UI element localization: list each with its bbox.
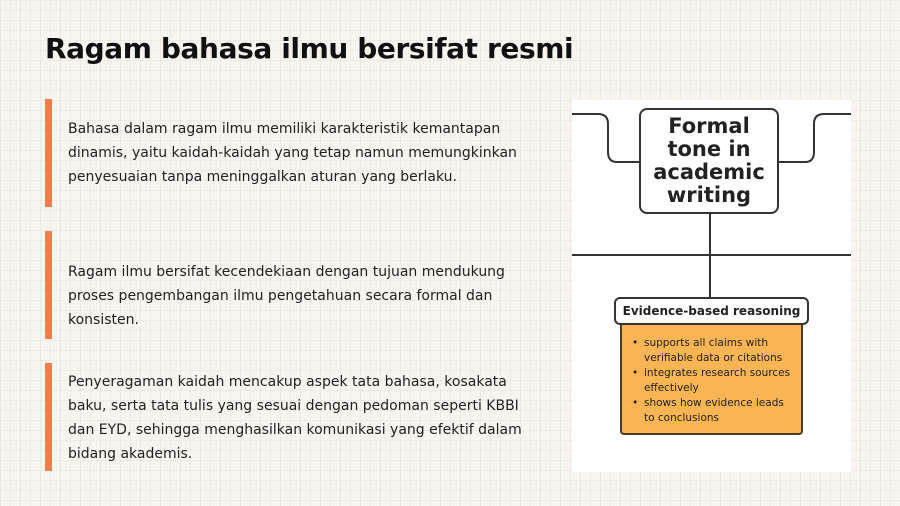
branch-list xyxy=(632,336,793,426)
bullet-icon: • xyxy=(632,337,639,349)
accent-bar xyxy=(45,363,52,471)
list-item-text: shows how evidence leads to conclusions xyxy=(644,397,784,424)
bullet-icon: • xyxy=(632,367,639,379)
list-item xyxy=(632,396,793,426)
bullet-icon: • xyxy=(632,397,639,409)
accent-bar xyxy=(45,99,52,207)
central-node xyxy=(639,108,779,214)
list-item xyxy=(632,336,793,366)
mind-map-image xyxy=(572,100,851,472)
branch-title: Evidence-based reasoning xyxy=(622,304,801,318)
slide-title: Ragam bahasa ilmu bersifat resmi xyxy=(45,32,574,65)
accent-bar xyxy=(45,231,52,339)
list-item xyxy=(632,366,793,396)
point-text-2: Ragam ilmu bersifat kecendekiaan dengan tujuan mendukung proses pengembangan ilmu pengetahuan secara formal dan konsisten. xyxy=(68,264,505,328)
point-text-1: Bahasa dalam ragam ilmu memiliki karakteristik kemantapan dinamis, yaitu kaidah-kaidah yang tetap namun memungkinkan penyesuaian tanpa meninggalkan aturan yang berlaku. xyxy=(68,121,517,185)
point-block-1 xyxy=(45,99,525,207)
point-text-3: Penyeragaman kaidah mencakup aspek tata bahasa, kosakata baku, serta tata tulis yang sesuai dengan pedoman seperti KBBI dan EYD, sehingga menghasilkan komunikasi yang efektif dalam bidang akademis. xyxy=(68,374,522,462)
central-node-label: Formal tone in academic writing xyxy=(653,114,765,207)
point-block-3 xyxy=(45,363,525,471)
list-item-text: supports all claims with verifiable data or citations xyxy=(644,337,783,364)
branch-content-box xyxy=(620,322,803,435)
list-item-text: integrates research sources effectively xyxy=(644,367,791,394)
branch-title-box xyxy=(614,297,809,325)
point-block-2 xyxy=(45,231,525,339)
